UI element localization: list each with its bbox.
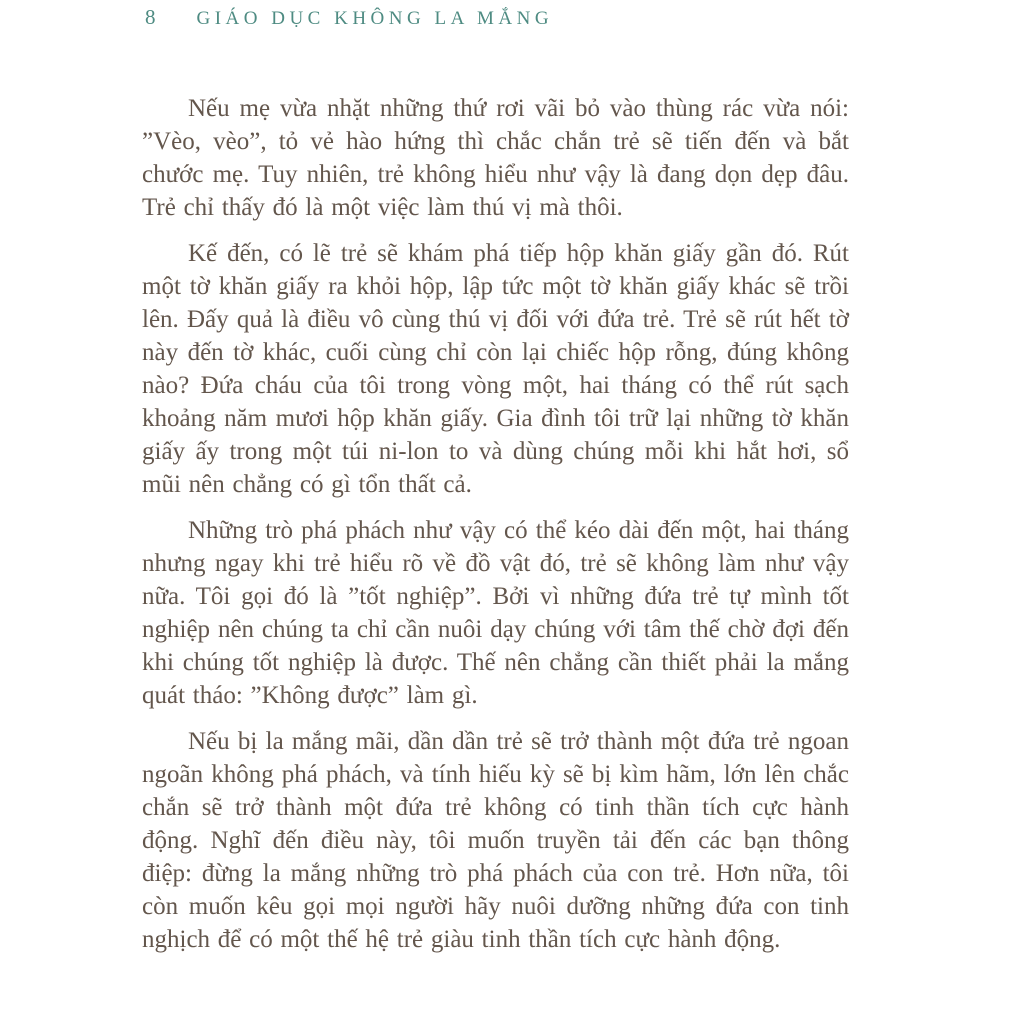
body-paragraph-4: Nếu bị la mắng mãi, dần dần trẻ sẽ trở thành một đứa trẻ ngoan ngoãn không phá phách, và tính hiếu kỳ sẽ bị kìm hãm, lớn lên chắc chắn sẽ trở thành một đứa trẻ không có tinh thần tích cực hành động. Nghĩ đến điều này, tôi muốn truyền tải đến các bạn thông điệp: đừng la mắng những trò phá phách của con trẻ. Hơn nữa, tôi còn muốn kêu gọi mọi người hãy nuôi dưỡng những đứa con tinh nghịch để có một thế hệ trẻ giàu tinh thần tích cực hành động. [142, 728, 849, 953]
running-title: GIÁO DỤC KHÔNG LA MẮNG [196, 8, 554, 29]
running-header [145, 5, 553, 30]
body-paragraph-2: Kế đến, có lẽ trẻ sẽ khám phá tiếp hộp khăn giấy gần đó. Rút một tờ khăn giấy ra khỏi hộp, lập tức một tờ khăn giấy khác sẽ trồi lên. Đấy quả là điều vô cùng thú vị đối với đứa trẻ. Trẻ sẽ rút hết tờ này đến tờ khác, cuối cùng chỉ còn lại chiếc hộp rỗng, đúng không nào? Đứa cháu của tôi trong vòng một, hai tháng có thể rút sạch khoảng năm mươi hộp khăn giấy. Gia đình tôi trữ lại những tờ khăn giấy ấy trong một túi ni-lon to và dùng chúng mỗi khi hắt hơi, sổ mũi nên chẳng có gì tổn thất cả. [142, 240, 849, 498]
body-paragraph-1: Nếu mẹ vừa nhặt những thứ rơi vãi bỏ vào thùng rác vừa nói: ”Vèo, vèo”, tỏ vẻ hào hứng thì chắc chắn trẻ sẽ tiến đến và bắt chước mẹ. Tuy nhiên, trẻ không hiểu như vậy là đang dọn dẹp đâu. Trẻ chỉ thấy đó là một việc làm thú vị mà thôi. [142, 95, 849, 221]
page-number: 8 [145, 5, 157, 29]
page-content [142, 92, 849, 969]
body-paragraph-3: Những trò phá phách như vậy có thể kéo dài đến một, hai tháng nhưng ngay khi trẻ hiểu rõ về đồ vật đó, trẻ sẽ không làm như vậy nữa. Tôi gọi đó là ”tốt nghiệp”. Bởi vì những đứa trẻ tự mình tốt nghiệp nên chúng ta chỉ cần nuôi dạy chúng với tâm thế chờ đợi đến khi chúng tốt nghiệp là được. Thế nên chẳng cần thiết phải la mắng quát tháo: ”Không được” làm gì. [142, 517, 849, 709]
